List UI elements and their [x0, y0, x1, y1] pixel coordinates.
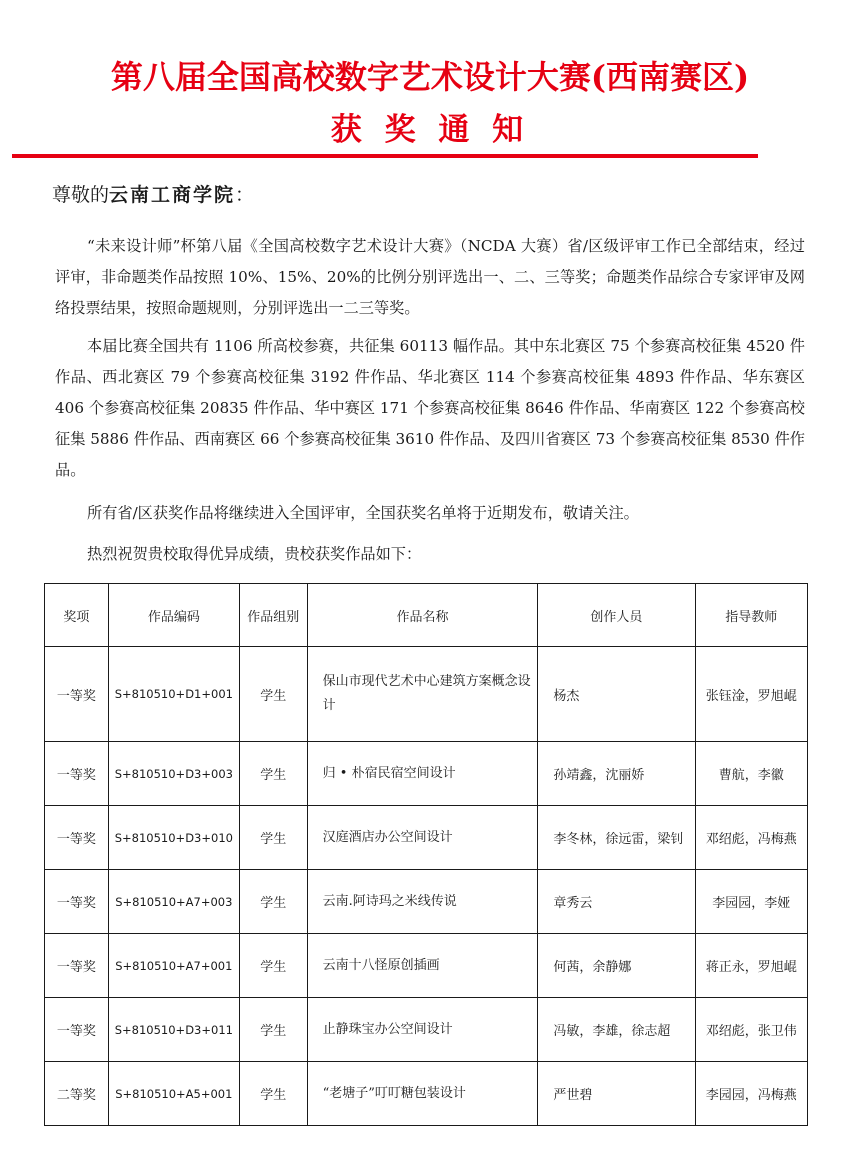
cell-creators: 孙靖鑫，沈丽娇 — [538, 742, 695, 806]
paragraph-congratulations: 热烈祝贺贵校取得优异成绩，贵校获奖作品如下： — [87, 545, 422, 563]
awards-table — [44, 583, 808, 1126]
cell-advisors: 李园园，李娅 — [695, 870, 807, 934]
cell-group: 学生 — [239, 806, 307, 870]
cell-award: 二等奖 — [45, 1062, 109, 1126]
cell-creators: 杨杰 — [538, 647, 695, 742]
cell-code: S+810510+A5+001 — [108, 1062, 239, 1126]
cell-group: 学生 — [239, 742, 307, 806]
cell-title: 云南.阿诗玛之米线传说 — [307, 870, 538, 934]
cell-creators: 严世碧 — [538, 1062, 695, 1126]
cell-group: 学生 — [239, 870, 307, 934]
cell-title: “老塘子”叮叮糖包装设计 — [307, 1062, 538, 1126]
notice-subtitle: 获 奖 通 知 — [330, 112, 530, 148]
cell-code: S+810510+A7+003 — [108, 870, 239, 934]
cell-award: 一等奖 — [45, 647, 109, 742]
title-divider — [12, 154, 758, 158]
salutation-suffix: ： — [235, 184, 255, 206]
header-title: 作品名称 — [307, 584, 538, 647]
paragraph-national-review: 所有省/区获奖作品将继续进入全国评审，全国获奖名单将于近期发布，敬请关注。 — [87, 504, 639, 522]
cell-advisors: 张钰淦，罗旭崐 — [695, 647, 807, 742]
table-row — [45, 998, 808, 1062]
table-row — [45, 647, 808, 742]
cell-award: 一等奖 — [45, 998, 109, 1062]
cell-advisors: 邓绍彪，冯梅燕 — [695, 806, 807, 870]
header-award: 奖项 — [45, 584, 109, 647]
cell-advisors: 李园园，冯梅燕 — [695, 1062, 807, 1126]
salutation-prefix: 尊敬的 — [52, 184, 110, 206]
cell-code: S+810510+D3+003 — [108, 742, 239, 806]
cell-creators: 冯敏，李雄，徐志超 — [538, 998, 695, 1062]
school-name: 云南工商学院 — [109, 184, 236, 206]
salutation — [52, 180, 254, 207]
notice-title: 第八届全国高校数字艺术设计大赛(西南赛区) — [110, 58, 750, 96]
cell-creators: 何茜，余静娜 — [538, 934, 695, 998]
cell-group: 学生 — [239, 934, 307, 998]
cell-advisors: 邓绍彪，张卫伟 — [695, 998, 807, 1062]
paragraph-intro: “未来设计师”杯第八届《全国高校数字艺术设计大赛》（NCDA 大赛）省/区级评审工作已全部结束，经过评审，非命题类作品按照 10%、15%、20%的比例分别评选出一、二、三等奖；命题类作品综合专家评审及网络投票结果，按照命题规则，分别评选出一二三等奖。 — [55, 237, 805, 317]
cell-title: 归 • 朴宿民宿空间设计 — [307, 742, 538, 806]
cell-code: S+810510+D3+011 — [108, 998, 239, 1062]
header-advisors: 指导教师 — [695, 584, 807, 647]
table-row — [45, 806, 808, 870]
header-code: 作品编码 — [108, 584, 239, 647]
cell-title: 汉庭酒店办公空间设计 — [307, 806, 538, 870]
cell-advisors: 蒋正永，罗旭崐 — [695, 934, 807, 998]
table-row — [45, 870, 808, 934]
cell-group: 学生 — [239, 998, 307, 1062]
cell-advisors: 曹航，李徽 — [695, 742, 807, 806]
cell-title: 云南十八怪原创插画 — [307, 934, 538, 998]
cell-award: 一等奖 — [45, 870, 109, 934]
cell-code: S+810510+A7+001 — [108, 934, 239, 998]
cell-creators: 章秀云 — [538, 870, 695, 934]
cell-award: 一等奖 — [45, 742, 109, 806]
cell-award: 一等奖 — [45, 806, 109, 870]
table-row — [45, 934, 808, 998]
cell-title: 止静珠宝办公空间设计 — [307, 998, 538, 1062]
cell-code: S+810510+D3+010 — [108, 806, 239, 870]
cell-group: 学生 — [239, 1062, 307, 1126]
cell-creators: 李冬林，徐远雷，梁钊 — [538, 806, 695, 870]
paragraph-statistics: 本届比赛全国共有 1106 所高校参赛，共征集 60113 幅作品。其中东北赛区 75 个参赛高校征集 4520 件作品、西北赛区 79 个参赛高校征集 3192 件作品、华北赛区 114 个参赛高校征集 4893 件作品、华东赛区 406 个参赛高校征集 20835 件作品、华中赛区 171 个参赛高校征集 8646 件作品、华南赛区 122 个参赛高校征集 5886 件作品、西南赛区 66 个参赛高校征集 3610 件作品、及四川省赛区 73 个参赛高校征集 8530 件作品。 — [55, 337, 805, 479]
cell-award: 一等奖 — [45, 934, 109, 998]
table-header-row — [45, 584, 808, 647]
cell-code: S+810510+D1+001 — [108, 647, 239, 742]
table-row — [45, 1062, 808, 1126]
table-row — [45, 742, 808, 806]
cell-group: 学生 — [239, 647, 307, 742]
header-group: 作品组别 — [239, 584, 307, 647]
cell-title: 保山市现代艺术中心建筑方案概念设计 — [307, 647, 538, 742]
header-creators: 创作人员 — [538, 584, 695, 647]
